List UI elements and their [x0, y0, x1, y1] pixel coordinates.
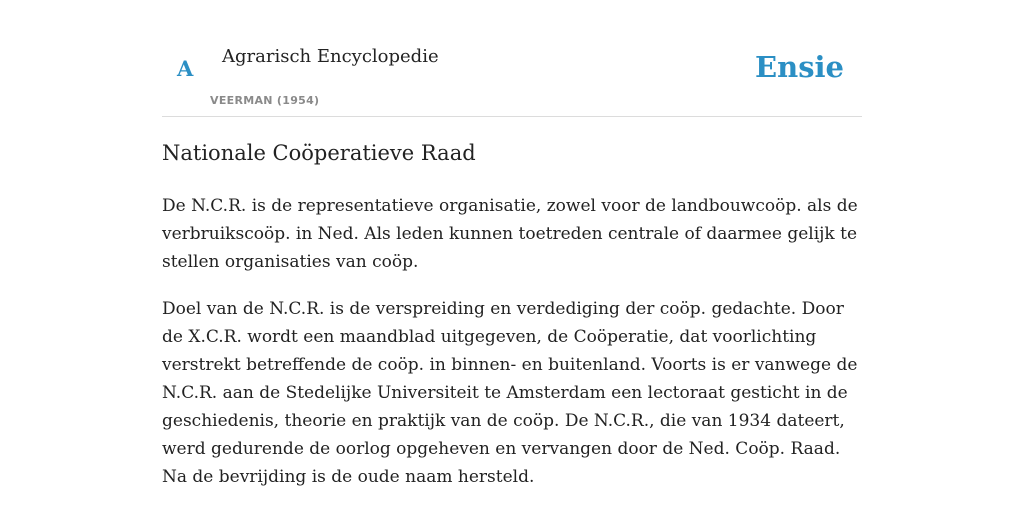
page — [162, 0, 862, 487]
article-title: Nationale Coöperatieve Raad — [162, 141, 476, 165]
page-header — [162, 0, 862, 117]
article-paragraph-2: Doel van de N.C.R. is de verspreiding en verdediging der coöp. gedachte. Door de X.C.R. wordt een maandblad uitgegeven, de Coöperatie, dat voorlichting verstrekt betreffende de coöp. in binnen- en buitenland. Voorts is er vanwege de N.C.R. aan de Stedelijke Universiteit te Amsterdam een lectoraat gesticht in de geschiedenis, theorie en praktijk van de coöp. De N.C.R., die van 1934 dateert, werd gedurende de oorlog opgeheven en vervangen door de Ned. Coöp. Raad. Na de bevrijding is de oude naam hersteld. — [162, 299, 858, 487]
article-paragraph-1: De N.C.R. is de representatieve organisatie, zowel voor de landbouwcoöp. als de verbruikscoöp. in Ned. Als leden kunnen toetreden centrale of daarmee gelijk te stellen organisaties van coöp. — [162, 196, 858, 272]
encyclopedia-title-link[interactable]: Agrarisch Encyclopedie — [222, 46, 439, 67]
index-letter-link[interactable]: A — [177, 56, 194, 81]
ensie-logo-link[interactable]: Ensie — [755, 50, 844, 84]
author-label: VEERMAN (1954) — [210, 94, 320, 107]
